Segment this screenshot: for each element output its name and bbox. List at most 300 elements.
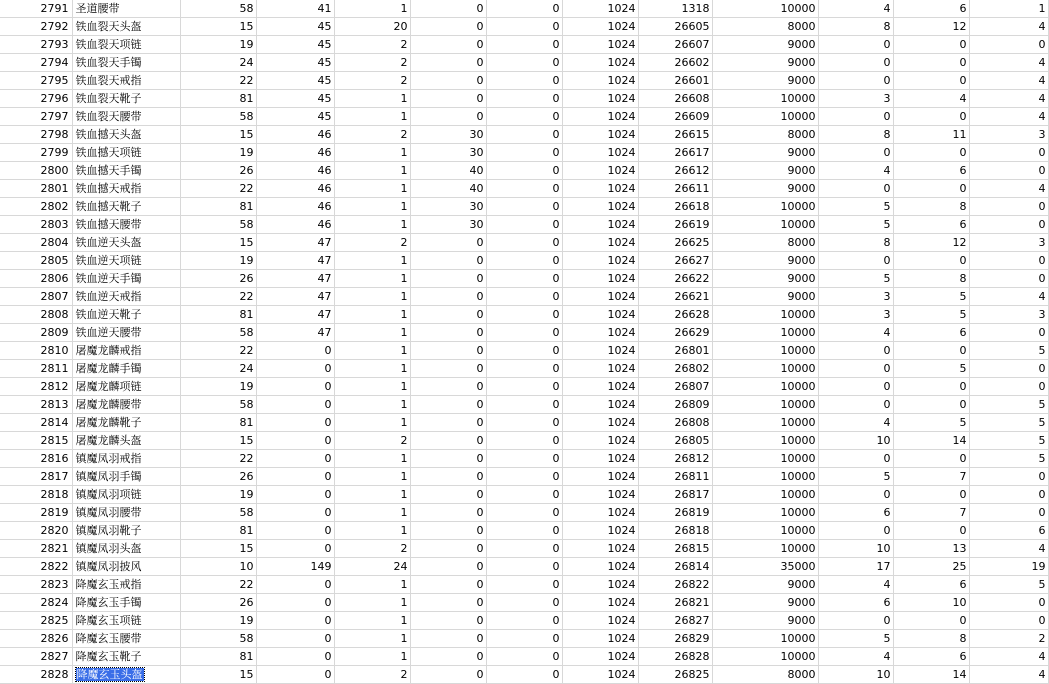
item-name-cell[interactable] — [72, 162, 180, 180]
value-cell-col-12[interactable]: 4 — [893, 90, 969, 108]
value-cell-col-12[interactable]: 0 — [893, 612, 969, 630]
value-cell-col-3[interactable]: 10 — [180, 558, 256, 576]
value-cell-col-13[interactable]: 0 — [969, 468, 1048, 486]
value-cell-col-13[interactable]: 0 — [969, 486, 1048, 504]
value-cell-col-3[interactable]: 22 — [180, 450, 256, 468]
value-cell-col-7[interactable]: 0 — [486, 396, 562, 414]
value-cell-col-5[interactable]: 2 — [334, 234, 410, 252]
table-row[interactable] — [0, 468, 1048, 486]
value-cell-col-4[interactable]: 0 — [256, 522, 334, 540]
row-id-cell[interactable]: 2810 — [0, 342, 72, 360]
value-cell-col-13[interactable]: 0 — [969, 162, 1048, 180]
value-cell-col-6[interactable]: 30 — [410, 198, 486, 216]
value-cell-col-8[interactable]: 1024 — [562, 270, 638, 288]
row-id-cell[interactable]: 2818 — [0, 486, 72, 504]
value-cell-col-9[interactable]: 26821 — [638, 594, 712, 612]
value-cell-col-5[interactable]: 1 — [334, 342, 410, 360]
value-cell-col-4[interactable]: 0 — [256, 630, 334, 648]
value-cell-col-5[interactable]: 2 — [334, 540, 410, 558]
item-name-cell[interactable] — [72, 0, 180, 18]
value-cell-col-4[interactable]: 47 — [256, 324, 334, 342]
value-cell-col-3[interactable]: 58 — [180, 0, 256, 18]
value-cell-col-6[interactable]: 0 — [410, 72, 486, 90]
value-cell-col-5[interactable]: 2 — [334, 126, 410, 144]
value-cell-col-11[interactable]: 0 — [818, 396, 893, 414]
item-name-cell[interactable] — [72, 378, 180, 396]
row-id-cell[interactable]: 2798 — [0, 126, 72, 144]
item-name-cell[interactable] — [72, 126, 180, 144]
value-cell-col-10[interactable]: 10000 — [712, 468, 818, 486]
value-cell-col-3[interactable]: 15 — [180, 234, 256, 252]
value-cell-col-11[interactable]: 4 — [818, 0, 893, 18]
value-cell-col-5[interactable]: 1 — [334, 576, 410, 594]
row-id-cell[interactable]: 2824 — [0, 594, 72, 612]
value-cell-col-12[interactable]: 0 — [893, 396, 969, 414]
value-cell-col-7[interactable]: 0 — [486, 504, 562, 522]
value-cell-col-4[interactable]: 0 — [256, 666, 334, 684]
row-id-cell[interactable]: 2825 — [0, 612, 72, 630]
value-cell-col-11[interactable]: 3 — [818, 306, 893, 324]
value-cell-col-4[interactable]: 47 — [256, 234, 334, 252]
value-cell-col-12[interactable]: 6 — [893, 324, 969, 342]
row-id-cell[interactable]: 2794 — [0, 54, 72, 72]
value-cell-col-9[interactable]: 26625 — [638, 234, 712, 252]
value-cell-col-4[interactable]: 47 — [256, 252, 334, 270]
value-cell-col-8[interactable]: 1024 — [562, 252, 638, 270]
item-name-cell[interactable] — [72, 468, 180, 486]
value-cell-col-10[interactable]: 10000 — [712, 0, 818, 18]
value-cell-col-10[interactable]: 9000 — [712, 288, 818, 306]
value-cell-col-6[interactable]: 0 — [410, 522, 486, 540]
value-cell-col-5[interactable]: 1 — [334, 0, 410, 18]
row-id-cell[interactable]: 2809 — [0, 324, 72, 342]
item-name-cell[interactable] — [72, 324, 180, 342]
value-cell-col-6[interactable]: 0 — [410, 90, 486, 108]
value-cell-col-5[interactable]: 1 — [334, 612, 410, 630]
table-row[interactable] — [0, 540, 1048, 558]
value-cell-col-13[interactable]: 0 — [969, 360, 1048, 378]
value-cell-col-12[interactable]: 6 — [893, 648, 969, 666]
table-row[interactable] — [0, 252, 1048, 270]
item-name-cell[interactable] — [72, 666, 180, 684]
value-cell-col-10[interactable]: 9000 — [712, 612, 818, 630]
value-cell-col-9[interactable]: 1318 — [638, 0, 712, 18]
value-cell-col-13[interactable]: 5 — [969, 396, 1048, 414]
item-name-cell[interactable] — [72, 630, 180, 648]
table-row[interactable] — [0, 306, 1048, 324]
value-cell-col-5[interactable]: 1 — [334, 90, 410, 108]
value-cell-col-4[interactable]: 0 — [256, 342, 334, 360]
value-cell-col-3[interactable]: 24 — [180, 54, 256, 72]
item-name-cell[interactable] — [72, 180, 180, 198]
value-cell-col-11[interactable]: 5 — [818, 270, 893, 288]
item-name-cell[interactable] — [72, 234, 180, 252]
value-cell-col-7[interactable]: 0 — [486, 594, 562, 612]
value-cell-col-11[interactable]: 5 — [818, 630, 893, 648]
value-cell-col-10[interactable]: 8000 — [712, 126, 818, 144]
value-cell-col-6[interactable]: 0 — [410, 486, 486, 504]
value-cell-col-8[interactable]: 1024 — [562, 612, 638, 630]
value-cell-col-10[interactable]: 10000 — [712, 648, 818, 666]
value-cell-col-9[interactable]: 26807 — [638, 378, 712, 396]
item-name-cell[interactable] — [72, 216, 180, 234]
table-row[interactable] — [0, 396, 1048, 414]
value-cell-col-7[interactable]: 0 — [486, 378, 562, 396]
value-cell-col-4[interactable]: 0 — [256, 540, 334, 558]
item-name-cell[interactable] — [72, 432, 180, 450]
value-cell-col-13[interactable]: 0 — [969, 378, 1048, 396]
value-cell-col-12[interactable]: 6 — [893, 0, 969, 18]
value-cell-col-7[interactable]: 0 — [486, 180, 562, 198]
value-cell-col-10[interactable]: 10000 — [712, 396, 818, 414]
row-id-cell[interactable]: 2800 — [0, 162, 72, 180]
value-cell-col-6[interactable]: 0 — [410, 396, 486, 414]
value-cell-col-5[interactable]: 1 — [334, 198, 410, 216]
value-cell-col-4[interactable]: 46 — [256, 144, 334, 162]
value-cell-col-10[interactable]: 10000 — [712, 198, 818, 216]
table-row[interactable] — [0, 630, 1048, 648]
row-id-cell[interactable]: 2795 — [0, 72, 72, 90]
value-cell-col-6[interactable]: 0 — [410, 414, 486, 432]
value-cell-col-3[interactable]: 22 — [180, 180, 256, 198]
value-cell-col-3[interactable]: 58 — [180, 396, 256, 414]
value-cell-col-9[interactable]: 26628 — [638, 306, 712, 324]
value-cell-col-12[interactable]: 8 — [893, 630, 969, 648]
value-cell-col-9[interactable]: 26812 — [638, 450, 712, 468]
value-cell-col-11[interactable]: 0 — [818, 360, 893, 378]
value-cell-col-8[interactable]: 1024 — [562, 486, 638, 504]
value-cell-col-13[interactable]: 1 — [969, 0, 1048, 18]
value-cell-col-6[interactable]: 0 — [410, 0, 486, 18]
value-cell-col-5[interactable]: 1 — [334, 522, 410, 540]
value-cell-col-9[interactable]: 26808 — [638, 414, 712, 432]
item-name-cell[interactable] — [72, 342, 180, 360]
table-row[interactable] — [0, 432, 1048, 450]
value-cell-col-11[interactable]: 8 — [818, 234, 893, 252]
value-cell-col-5[interactable]: 24 — [334, 558, 410, 576]
value-cell-col-12[interactable]: 7 — [893, 504, 969, 522]
value-cell-col-8[interactable]: 1024 — [562, 72, 638, 90]
value-cell-col-10[interactable]: 9000 — [712, 180, 818, 198]
value-cell-col-8[interactable]: 1024 — [562, 306, 638, 324]
value-cell-col-10[interactable]: 10000 — [712, 450, 818, 468]
value-cell-col-6[interactable]: 0 — [410, 108, 486, 126]
value-cell-col-12[interactable]: 0 — [893, 108, 969, 126]
value-cell-col-13[interactable]: 4 — [969, 108, 1048, 126]
value-cell-col-4[interactable]: 46 — [256, 216, 334, 234]
table-row[interactable] — [0, 522, 1048, 540]
value-cell-col-7[interactable]: 0 — [486, 126, 562, 144]
value-cell-col-13[interactable]: 0 — [969, 36, 1048, 54]
table-row[interactable] — [0, 486, 1048, 504]
value-cell-col-9[interactable]: 26621 — [638, 288, 712, 306]
value-cell-col-6[interactable]: 40 — [410, 180, 486, 198]
row-id-cell[interactable]: 2821 — [0, 540, 72, 558]
value-cell-col-10[interactable]: 35000 — [712, 558, 818, 576]
item-name-cell[interactable] — [72, 72, 180, 90]
value-cell-col-12[interactable]: 0 — [893, 450, 969, 468]
value-cell-col-8[interactable]: 1024 — [562, 342, 638, 360]
item-name-cell[interactable] — [72, 396, 180, 414]
value-cell-col-5[interactable]: 1 — [334, 378, 410, 396]
value-cell-col-12[interactable]: 12 — [893, 234, 969, 252]
value-cell-col-3[interactable]: 58 — [180, 324, 256, 342]
value-cell-col-3[interactable]: 26 — [180, 162, 256, 180]
value-cell-col-13[interactable]: 0 — [969, 504, 1048, 522]
value-cell-col-6[interactable]: 0 — [410, 468, 486, 486]
value-cell-col-7[interactable]: 0 — [486, 306, 562, 324]
value-cell-col-12[interactable]: 5 — [893, 288, 969, 306]
value-cell-col-12[interactable]: 8 — [893, 270, 969, 288]
value-cell-col-5[interactable]: 1 — [334, 396, 410, 414]
value-cell-col-3[interactable]: 81 — [180, 522, 256, 540]
value-cell-col-7[interactable]: 0 — [486, 216, 562, 234]
item-name-cell[interactable] — [72, 612, 180, 630]
value-cell-col-9[interactable]: 26817 — [638, 486, 712, 504]
table-row[interactable] — [0, 270, 1048, 288]
value-cell-col-12[interactable]: 8 — [893, 198, 969, 216]
value-cell-col-8[interactable]: 1024 — [562, 216, 638, 234]
value-cell-col-13[interactable]: 5 — [969, 576, 1048, 594]
value-cell-col-11[interactable]: 17 — [818, 558, 893, 576]
value-cell-col-9[interactable]: 26618 — [638, 198, 712, 216]
value-cell-col-8[interactable]: 1024 — [562, 90, 638, 108]
row-id-cell[interactable]: 2808 — [0, 306, 72, 324]
value-cell-col-5[interactable]: 1 — [334, 594, 410, 612]
table-row[interactable] — [0, 36, 1048, 54]
value-cell-col-7[interactable]: 0 — [486, 198, 562, 216]
item-name-cell[interactable] — [72, 18, 180, 36]
value-cell-col-12[interactable]: 5 — [893, 306, 969, 324]
table-row[interactable] — [0, 288, 1048, 306]
value-cell-col-7[interactable]: 0 — [486, 54, 562, 72]
value-cell-col-3[interactable]: 15 — [180, 540, 256, 558]
row-id-cell[interactable]: 2805 — [0, 252, 72, 270]
value-cell-col-12[interactable]: 10 — [893, 594, 969, 612]
value-cell-col-5[interactable]: 1 — [334, 360, 410, 378]
value-cell-col-8[interactable]: 1024 — [562, 378, 638, 396]
item-name-cell[interactable] — [72, 288, 180, 306]
row-id-cell[interactable]: 2820 — [0, 522, 72, 540]
value-cell-col-7[interactable]: 0 — [486, 342, 562, 360]
value-cell-col-11[interactable]: 4 — [818, 414, 893, 432]
table-row[interactable] — [0, 144, 1048, 162]
value-cell-col-6[interactable]: 0 — [410, 432, 486, 450]
value-cell-col-3[interactable]: 15 — [180, 18, 256, 36]
value-cell-col-11[interactable]: 0 — [818, 522, 893, 540]
value-cell-col-3[interactable]: 24 — [180, 360, 256, 378]
value-cell-col-8[interactable]: 1024 — [562, 108, 638, 126]
value-cell-col-12[interactable]: 6 — [893, 576, 969, 594]
value-cell-col-11[interactable]: 5 — [818, 216, 893, 234]
value-cell-col-13[interactable]: 19 — [969, 558, 1048, 576]
value-cell-col-6[interactable]: 0 — [410, 18, 486, 36]
value-cell-col-10[interactable]: 10000 — [712, 216, 818, 234]
value-cell-col-3[interactable]: 19 — [180, 378, 256, 396]
value-cell-col-6[interactable]: 0 — [410, 324, 486, 342]
value-cell-col-5[interactable]: 2 — [334, 72, 410, 90]
value-cell-col-11[interactable]: 0 — [818, 486, 893, 504]
value-cell-col-5[interactable]: 1 — [334, 216, 410, 234]
value-cell-col-9[interactable]: 26811 — [638, 468, 712, 486]
value-cell-col-8[interactable]: 1024 — [562, 630, 638, 648]
value-cell-col-3[interactable]: 81 — [180, 648, 256, 666]
value-cell-col-6[interactable]: 0 — [410, 594, 486, 612]
value-cell-col-9[interactable]: 26802 — [638, 360, 712, 378]
value-cell-col-7[interactable]: 0 — [486, 450, 562, 468]
value-cell-col-13[interactable]: 2 — [969, 630, 1048, 648]
table-row[interactable] — [0, 234, 1048, 252]
value-cell-col-13[interactable]: 4 — [969, 72, 1048, 90]
value-cell-col-6[interactable]: 0 — [410, 270, 486, 288]
value-cell-col-6[interactable]: 0 — [410, 54, 486, 72]
value-cell-col-4[interactable]: 47 — [256, 306, 334, 324]
value-cell-col-13[interactable]: 0 — [969, 252, 1048, 270]
row-id-cell[interactable]: 2815 — [0, 432, 72, 450]
value-cell-col-4[interactable]: 149 — [256, 558, 334, 576]
value-cell-col-9[interactable]: 26819 — [638, 504, 712, 522]
value-cell-col-12[interactable]: 5 — [893, 360, 969, 378]
value-cell-col-6[interactable]: 0 — [410, 540, 486, 558]
value-cell-col-8[interactable]: 1024 — [562, 450, 638, 468]
value-cell-col-5[interactable]: 1 — [334, 504, 410, 522]
row-id-cell[interactable]: 2802 — [0, 198, 72, 216]
value-cell-col-3[interactable]: 22 — [180, 72, 256, 90]
row-id-cell[interactable]: 2827 — [0, 648, 72, 666]
value-cell-col-4[interactable]: 45 — [256, 18, 334, 36]
value-cell-col-13[interactable]: 4 — [969, 648, 1048, 666]
row-id-cell[interactable]: 2803 — [0, 216, 72, 234]
value-cell-col-6[interactable]: 0 — [410, 648, 486, 666]
value-cell-col-11[interactable]: 10 — [818, 540, 893, 558]
value-cell-col-7[interactable]: 0 — [486, 90, 562, 108]
value-cell-col-4[interactable]: 0 — [256, 360, 334, 378]
item-name-cell[interactable] — [72, 360, 180, 378]
value-cell-col-10[interactable]: 10000 — [712, 378, 818, 396]
value-cell-col-12[interactable]: 0 — [893, 378, 969, 396]
value-cell-col-10[interactable]: 10000 — [712, 360, 818, 378]
value-cell-col-3[interactable]: 15 — [180, 666, 256, 684]
value-cell-col-12[interactable]: 0 — [893, 144, 969, 162]
value-cell-col-10[interactable]: 9000 — [712, 270, 818, 288]
value-cell-col-10[interactable]: 10000 — [712, 90, 818, 108]
table-row[interactable] — [0, 54, 1048, 72]
value-cell-col-7[interactable]: 0 — [486, 522, 562, 540]
value-cell-col-8[interactable]: 1024 — [562, 558, 638, 576]
row-id-cell[interactable]: 2828 — [0, 666, 72, 684]
value-cell-col-4[interactable]: 0 — [256, 450, 334, 468]
table-row[interactable] — [0, 576, 1048, 594]
value-cell-col-7[interactable]: 0 — [486, 648, 562, 666]
value-cell-col-10[interactable]: 10000 — [712, 432, 818, 450]
value-cell-col-13[interactable]: 3 — [969, 126, 1048, 144]
value-cell-col-13[interactable]: 0 — [969, 144, 1048, 162]
value-cell-col-6[interactable]: 0 — [410, 234, 486, 252]
value-cell-col-3[interactable]: 58 — [180, 108, 256, 126]
value-cell-col-9[interactable]: 26602 — [638, 54, 712, 72]
value-cell-col-6[interactable]: 0 — [410, 612, 486, 630]
value-cell-col-11[interactable]: 0 — [818, 108, 893, 126]
value-cell-col-4[interactable]: 0 — [256, 468, 334, 486]
value-cell-col-13[interactable]: 4 — [969, 180, 1048, 198]
value-cell-col-7[interactable]: 0 — [486, 432, 562, 450]
row-id-cell[interactable]: 2807 — [0, 288, 72, 306]
value-cell-col-9[interactable]: 26815 — [638, 540, 712, 558]
item-name-cell[interactable] — [72, 108, 180, 126]
value-cell-col-13[interactable]: 6 — [969, 522, 1048, 540]
value-cell-col-4[interactable]: 0 — [256, 414, 334, 432]
item-name-cell[interactable] — [72, 450, 180, 468]
value-cell-col-5[interactable]: 1 — [334, 324, 410, 342]
value-cell-col-8[interactable]: 1024 — [562, 324, 638, 342]
value-cell-col-6[interactable]: 0 — [410, 360, 486, 378]
value-cell-col-7[interactable]: 0 — [486, 234, 562, 252]
value-cell-col-13[interactable]: 4 — [969, 540, 1048, 558]
value-cell-col-3[interactable]: 19 — [180, 612, 256, 630]
value-cell-col-10[interactable]: 10000 — [712, 324, 818, 342]
value-cell-col-8[interactable]: 1024 — [562, 522, 638, 540]
value-cell-col-4[interactable]: 0 — [256, 396, 334, 414]
value-cell-col-11[interactable]: 4 — [818, 648, 893, 666]
value-cell-col-5[interactable]: 1 — [334, 144, 410, 162]
value-cell-col-13[interactable]: 5 — [969, 342, 1048, 360]
value-cell-col-13[interactable]: 0 — [969, 198, 1048, 216]
value-cell-col-3[interactable]: 22 — [180, 342, 256, 360]
item-name-cell[interactable] — [72, 270, 180, 288]
table-row[interactable] — [0, 594, 1048, 612]
value-cell-col-13[interactable]: 4 — [969, 288, 1048, 306]
value-cell-col-7[interactable]: 0 — [486, 144, 562, 162]
value-cell-col-10[interactable]: 10000 — [712, 540, 818, 558]
value-cell-col-9[interactable]: 26801 — [638, 342, 712, 360]
value-cell-col-10[interactable]: 9000 — [712, 162, 818, 180]
value-cell-col-6[interactable]: 30 — [410, 216, 486, 234]
item-name-cell[interactable] — [72, 306, 180, 324]
value-cell-col-12[interactable]: 0 — [893, 36, 969, 54]
value-cell-col-11[interactable]: 0 — [818, 450, 893, 468]
item-name-cell[interactable] — [72, 522, 180, 540]
value-cell-col-10[interactable]: 10000 — [712, 414, 818, 432]
value-cell-col-3[interactable]: 15 — [180, 126, 256, 144]
value-cell-col-8[interactable]: 1024 — [562, 18, 638, 36]
value-cell-col-9[interactable]: 26612 — [638, 162, 712, 180]
value-cell-col-6[interactable]: 0 — [410, 666, 486, 684]
value-cell-col-12[interactable]: 0 — [893, 72, 969, 90]
value-cell-col-6[interactable]: 0 — [410, 378, 486, 396]
value-cell-col-3[interactable]: 19 — [180, 36, 256, 54]
value-cell-col-6[interactable]: 0 — [410, 630, 486, 648]
value-cell-col-7[interactable]: 0 — [486, 18, 562, 36]
value-cell-col-4[interactable]: 46 — [256, 198, 334, 216]
value-cell-col-10[interactable]: 10000 — [712, 342, 818, 360]
value-cell-col-10[interactable]: 10000 — [712, 630, 818, 648]
value-cell-col-11[interactable]: 4 — [818, 576, 893, 594]
value-cell-col-13[interactable]: 4 — [969, 54, 1048, 72]
value-cell-col-12[interactable]: 11 — [893, 126, 969, 144]
table-row[interactable] — [0, 648, 1048, 666]
value-cell-col-9[interactable]: 26814 — [638, 558, 712, 576]
value-cell-col-4[interactable]: 0 — [256, 576, 334, 594]
value-cell-col-13[interactable]: 3 — [969, 306, 1048, 324]
value-cell-col-9[interactable]: 26827 — [638, 612, 712, 630]
value-cell-col-4[interactable]: 47 — [256, 270, 334, 288]
value-cell-col-8[interactable]: 1024 — [562, 288, 638, 306]
value-cell-col-8[interactable]: 1024 — [562, 648, 638, 666]
item-name-cell[interactable] — [72, 90, 180, 108]
value-cell-col-7[interactable]: 0 — [486, 252, 562, 270]
value-cell-col-4[interactable]: 0 — [256, 594, 334, 612]
value-cell-col-10[interactable]: 10000 — [712, 504, 818, 522]
